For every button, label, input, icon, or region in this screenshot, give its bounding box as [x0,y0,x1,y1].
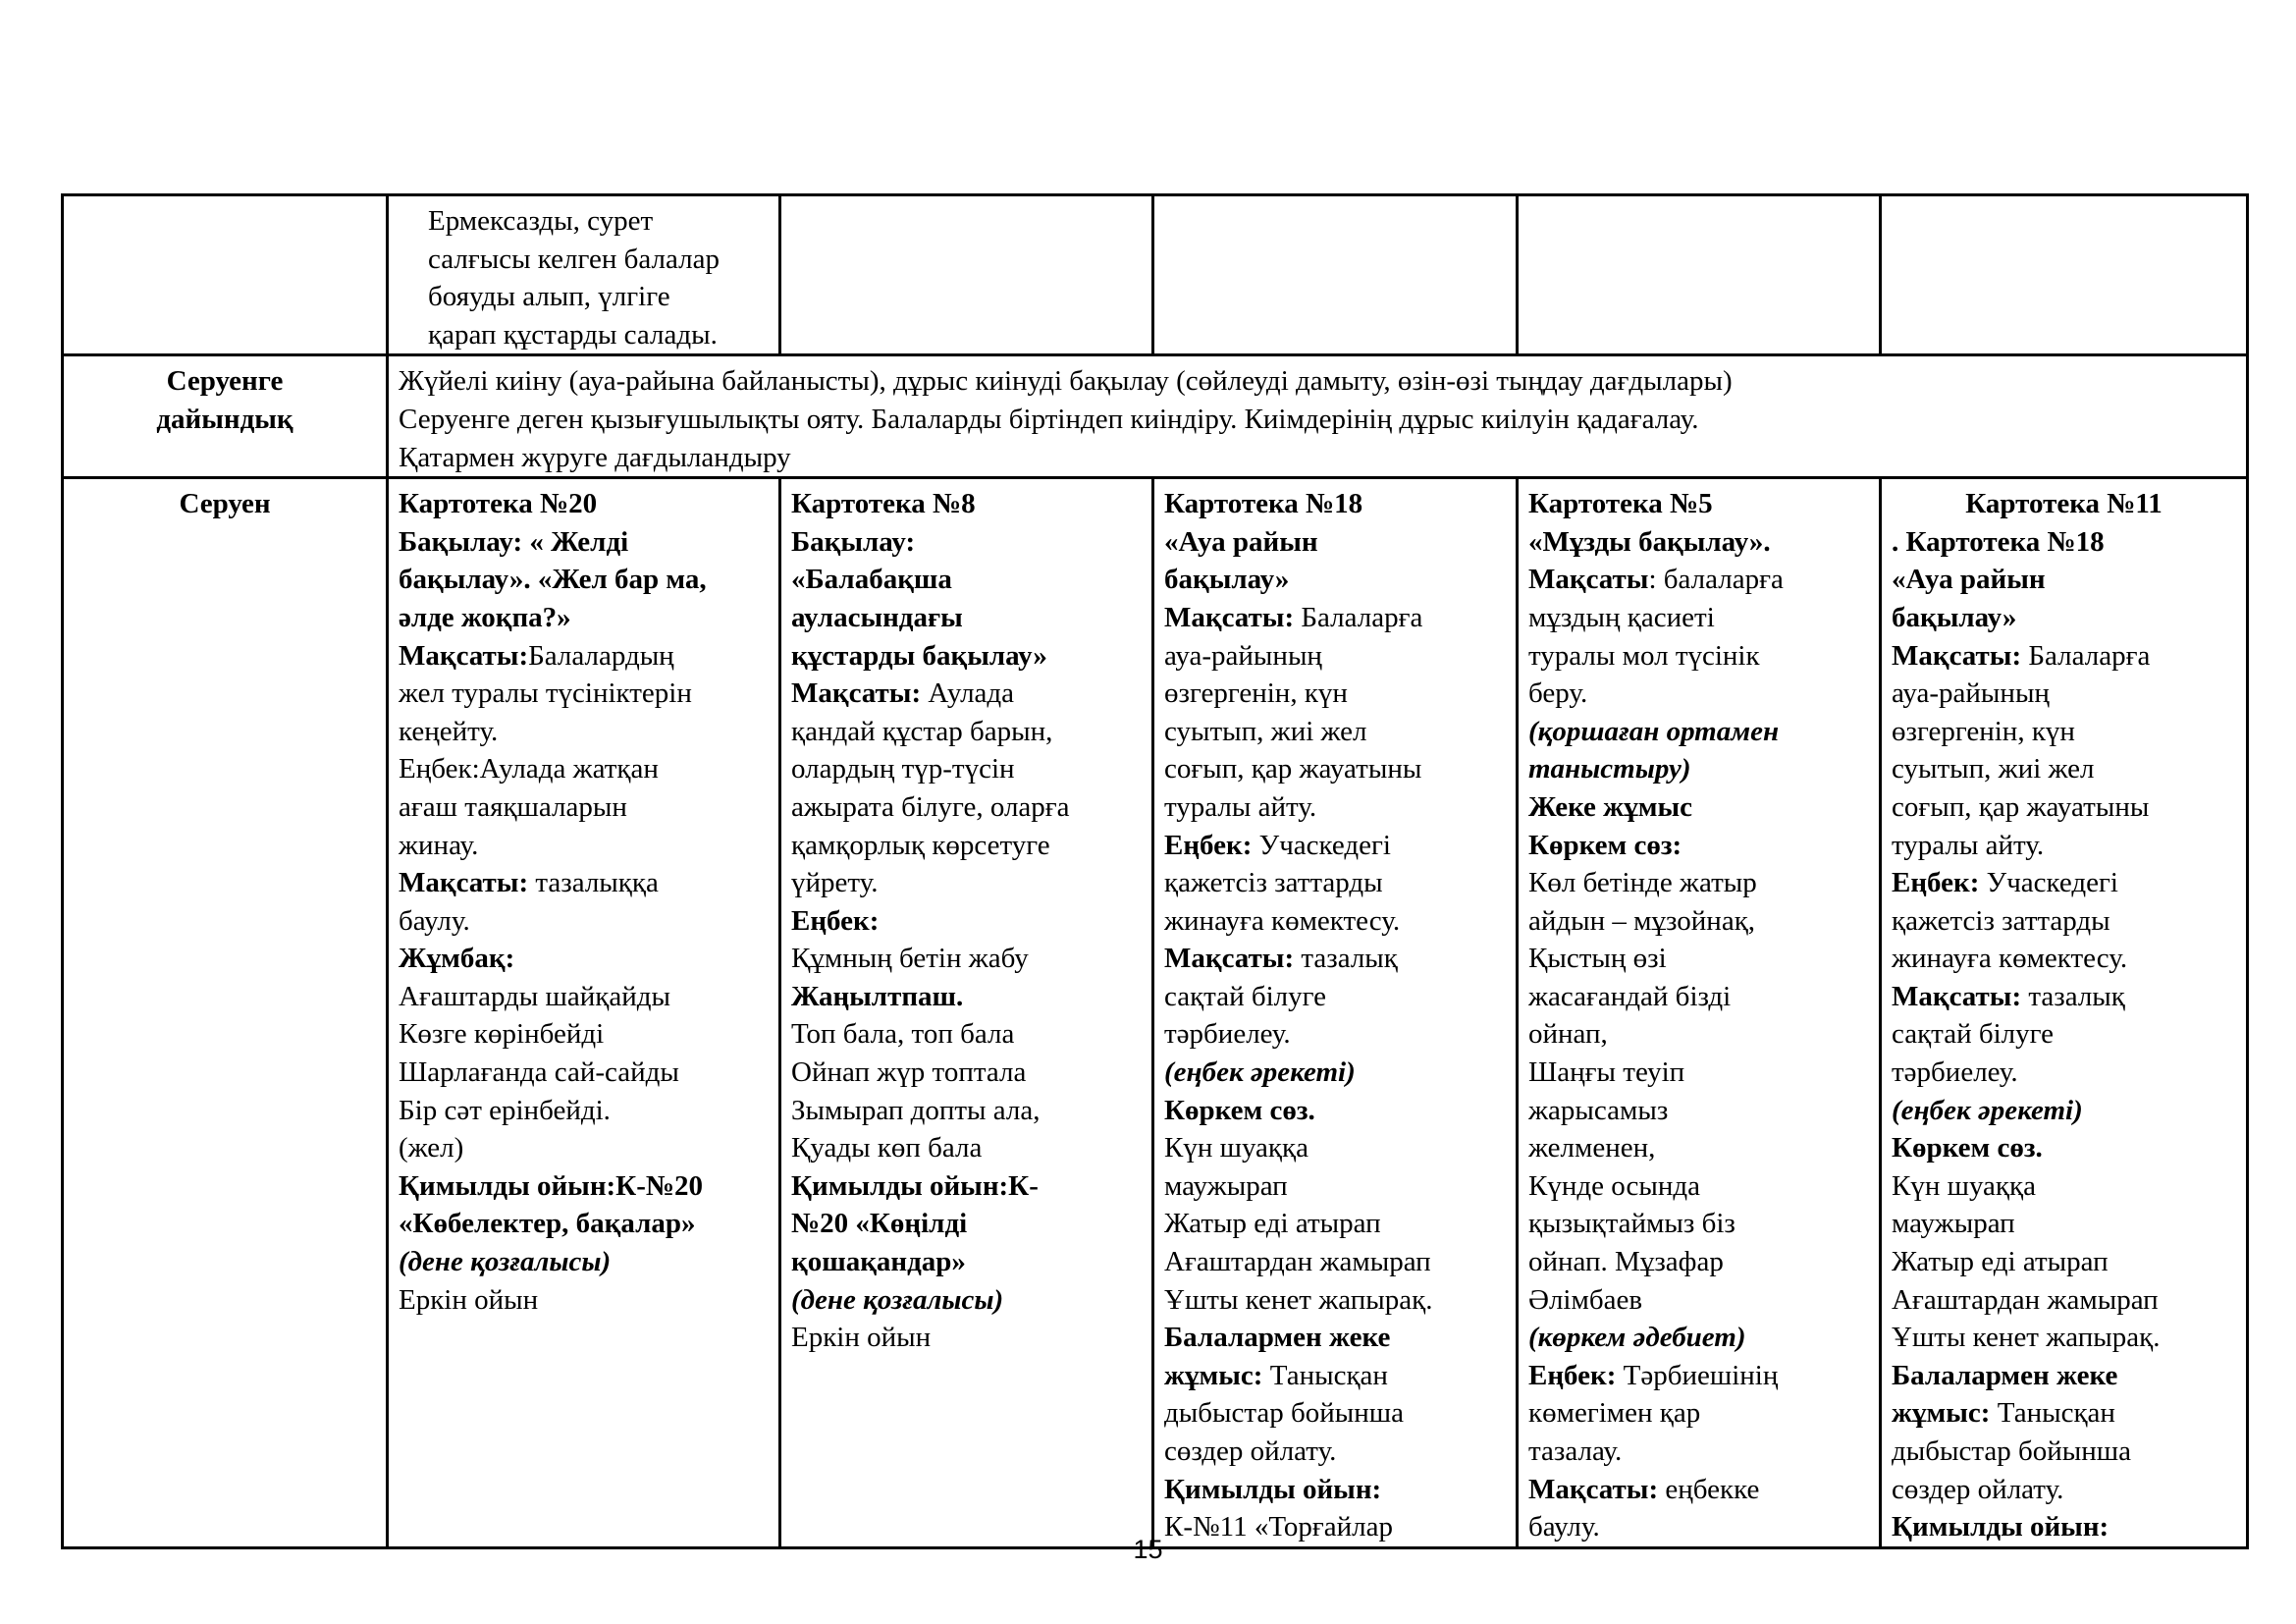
text-line: тәрбиелеу. [1164,1018,1291,1051]
thursday-walk-cell [1518,478,1881,1548]
text-line: Қуады көп бала [791,1132,983,1164]
text-fragment: тазалық [2021,980,2125,1012]
text-line: Бақылау: « Желді [399,525,629,558]
text-fragment: Балалардың [528,639,674,672]
text-line: №20 «Көңілді [791,1208,968,1240]
text-line: Ойнап жүр топтала [791,1056,1027,1089]
text-line: ағаш таяқшаларын [399,790,627,823]
row1-col3-cell [780,195,1153,355]
text-line: Ағаштардан жамырап [1892,1283,2159,1316]
row1-col4-cell [1153,195,1518,355]
text-line: ауласындағы [791,601,963,633]
text-line: құстарды бақылау» [791,639,1047,672]
text-line [1164,827,1506,865]
text-line: Қыстың өзі [1528,943,1667,975]
text-line: салғысы келген балалар [428,243,720,275]
text-line: Көл бетінде жатыр [1528,867,1757,899]
text-line [791,675,1142,713]
text-fragment: Аулада [921,677,1015,710]
text-line: Жатыр еді атырап [1164,1208,1381,1240]
text-line: маужырап [1164,1169,1288,1202]
text-line: Көркем сөз. [1164,1094,1315,1126]
text-line [1892,637,2236,676]
text-fragment: : балаларға [1648,564,1784,596]
text-line: Бақылау: [791,525,916,558]
text-line: Қимылды ойын: [1164,1473,1382,1505]
row-label-seruen [63,478,388,1548]
text-line: дыбыстар бойынша [1164,1397,1404,1430]
text-line: Күн шуаққа [1892,1169,2036,1202]
label-line: Серуенге [166,365,284,398]
text-line: Қимылды ойын:К- [791,1169,1039,1202]
text-line: баулу. [1528,1511,1600,1543]
text-line: қызықтаймыз біз [1528,1208,1735,1240]
text-line: (еңбек әрекеті) [1892,1094,2083,1126]
text-line: (қоршаған ортамен [1528,715,1780,747]
text-fragment: Танысқан [1990,1397,2115,1430]
text-line: Ұшты кенет жапырақ. [1892,1322,2161,1354]
text-line [399,637,769,676]
text-line: бақылау». «Жел бар ма, [399,564,707,596]
text-line: қандай құстар барын, [791,715,1053,747]
text-line: Топ бала, топ бала [791,1018,1015,1051]
text-line: Балалармен жеке [1164,1322,1391,1354]
text-line: Құмның бетін жабу [791,943,1029,975]
text-line: (көркем әдебиет) [1528,1322,1746,1354]
bold-heading: Мақсаты: [1892,639,2022,672]
schedule-table [61,193,2249,1549]
text-line: өзгергенін, күн [1892,715,2075,747]
text-line: айдын – мұзойнақ, [1528,904,1756,937]
page-number: 15 [1133,1535,1163,1564]
text-line: тәрбиелеу. [1892,1056,2018,1089]
text-line: Жұмбақ: [399,943,515,975]
text-line: (жел) [399,1132,464,1164]
bold-heading: жұмыс: [1164,1359,1263,1391]
text-line: «Мұзды бақылау». [1528,525,1771,558]
text-line: Көркем сөз. [1892,1132,2043,1164]
row1-label-cell [63,195,388,355]
text-line: Еркін ойын [399,1283,539,1316]
text-line: «Балабақша [791,564,952,596]
table-row [63,355,2248,478]
bold-heading: Мақсаты: [1528,1473,1659,1505]
text-line: Жеке жұмыс [1528,790,1692,823]
text-line: ойнап, [1528,1018,1608,1051]
text-line: сақтай білуге [1892,1018,2055,1051]
text-line: Балалармен жеке [1892,1359,2118,1391]
text-line: Картотека №18 [1164,488,1363,520]
text-line: ойнап. Мұзафар [1528,1246,1724,1278]
text-line: Көзге көрінбейді [399,1018,605,1051]
text-line: сөздер ойлату. [1164,1435,1337,1467]
text-line: Ағаштарды шайқайды [399,980,670,1012]
text-line: мұздың қасиеті [1528,601,1715,633]
text-line [1892,864,2236,902]
text-fragment: Балаларға [1294,601,1423,633]
text-line [1528,561,1869,599]
text-line: жинауға көмектесу. [1164,904,1401,937]
bold-heading: Мақсаты [1528,564,1649,596]
tuesday-walk-cell [780,478,1153,1548]
wednesday-walk-cell [1153,478,1518,1548]
row-label-seruenge-dayyndyk [63,355,388,478]
text-line: туралы мол түсінік [1528,639,1760,672]
text-line: сөздер ойлату. [1892,1473,2064,1505]
text-line: дыбыстар бойынша [1892,1435,2131,1467]
text-line: К-№11 «Торғайлар [1164,1511,1394,1543]
text-line [1164,1357,1506,1395]
text-line: (еңбек әрекеті) [1164,1056,1356,1089]
text-line: (дене қозғалысы) [791,1283,1004,1316]
text-line: Қатармен жүруге дағдыландыру [399,441,791,473]
text-line: жинау. [399,829,479,861]
text-line: «Ауа райын [1164,525,1318,558]
text-line: Серуенге деген қызығушылықты ояту. Балаларды біртіндеп киіндіру. Киімдерінің дұрыс киілуін қадағалау. [399,403,1699,435]
text-line: Жатыр еді атырап [1892,1246,2109,1278]
text-line: жасағандай бізді [1528,980,1732,1012]
text-line [1164,599,1506,637]
text-line: жинауға көмектесу. [1892,943,2128,975]
bold-heading: Мақсаты: [791,677,922,710]
text-line: суытып, жиі жел [1164,715,1367,747]
walk-preparation-cell [388,355,2248,478]
text-line: Ермексазды, сурет [428,205,654,237]
text-line: соғып, қар жауатыны [1164,753,1422,785]
text-line: жарысамыз [1528,1094,1669,1126]
text-line: баулу. [399,904,470,937]
text-line: Шарлағанда сай-сайды [399,1056,679,1089]
text-line: тазалау. [1528,1435,1623,1467]
text-fragment: тазалыққа [528,867,659,899]
bold-heading: Мақсаты: [1892,980,2022,1012]
text-line: Шаңғы теуіп [1528,1056,1685,1089]
text-line: (дене қозғалысы) [399,1246,612,1278]
text-line: ажырата білуге, оларға [791,790,1070,823]
text-line [1892,978,2236,1016]
text-line: Күн шуаққа [1164,1132,1308,1164]
text-line: Күнде осында [1528,1169,1700,1202]
text-fragment: еңбекке [1658,1473,1760,1505]
text-line: «Ауа райын [1892,564,2046,596]
monday-walk-cell [388,478,780,1548]
text-line: олардың түр-түсін [791,753,1015,785]
bold-heading: Мақсаты: [399,867,529,899]
text-line: бақылау» [1164,564,1290,596]
text-line: қарап құстарды салады. [428,318,718,351]
friday-walk-cell [1881,478,2248,1548]
text-line: әлде жоқпа?» [399,601,571,633]
text-line: Еркін ойын [791,1322,932,1354]
text-line: Картотека №5 [1528,488,1713,520]
text-fragment: Учаскедегі [1979,867,2118,899]
text-line: жел туралы түсініктерін [399,677,692,710]
row1-col2-cell [388,195,780,355]
text-line: беру. [1528,677,1588,710]
row1-col6-cell [1881,195,2248,355]
text-line: бояуды алып, үлгіге [428,281,670,313]
text-fragment: Танысқан [1262,1359,1388,1391]
text-line [399,864,769,902]
text-line: қажетсіз заттарды [1164,867,1383,899]
text-line: қажетсіз заттарды [1892,904,2110,937]
text-line: ауа-райының [1892,677,2050,710]
text-line: Әлімбаев [1528,1283,1643,1316]
text-line [1528,1471,1869,1509]
text-line: Картотека №11 [1965,488,2163,520]
text-line: Картотека №8 [791,488,976,520]
text-line: үйрету. [791,867,879,899]
text-line: Картотека №20 [399,488,598,520]
text-line: желменен, [1528,1132,1656,1164]
text-line: Ағаштардан жамырап [1164,1246,1431,1278]
text-line: суытып, жиі жел [1892,753,2095,785]
text-line: Ұшты кенет жапырақ. [1164,1283,1433,1316]
text-line: Еңбек: [791,904,880,937]
text-line [1528,1357,1869,1395]
text-line: өзгергенін, күн [1164,677,1348,710]
table-row [63,195,2248,355]
text-line: туралы айту. [1164,790,1317,823]
text-line: Көркем сөз: [1528,829,1682,861]
bold-heading: Мақсаты: [399,639,529,672]
text-fragment: Тәрбиешінің [1616,1359,1779,1391]
text-line: маужырап [1892,1208,2015,1240]
text-fragment: тазалық [1294,943,1398,975]
bold-heading: Еңбек: [1528,1359,1617,1391]
text-line: . Картотека №18 [1892,525,2105,558]
text-line: сақтай білуге [1164,980,1327,1012]
text-line: көмегімен қар [1528,1397,1701,1430]
text-line: ауа-райының [1164,639,1322,672]
text-line: Еңбек:Аулада жатқан [399,753,659,785]
table-row [63,478,2248,1548]
text-line: таныстыру) [1528,753,1691,785]
text-line: Қимылды ойын: [1892,1511,2109,1543]
text-line: туралы айту. [1892,829,2045,861]
bold-heading: жұмыс: [1892,1397,1991,1430]
text-fragment: Балаларға [2021,639,2151,672]
text-line: Бір сәт ерінбейді. [399,1094,611,1126]
text-line: кеңейту. [399,715,499,747]
label-line: Серуен [179,488,271,520]
text-line: Жүйелі киіну (ауа-райына байланысты), дұрыс киінуді бақылау (сөйлеуді дамыту, өзін-өзі тыңдау дағдылары) [399,365,1733,398]
text-line: қошақандар» [791,1246,966,1278]
text-line [1892,1394,2236,1433]
text-line: Зымырап допты ала, [791,1094,1041,1126]
label-line: дайындық [156,403,294,435]
bold-heading: Еңбек: [1164,829,1253,861]
text-line: қамқорлық көрсетуге [791,829,1050,861]
bold-heading: Мақсаты: [1164,943,1295,975]
text-line: бақылау» [1892,601,2017,633]
text-line [1164,940,1506,978]
row1-col5-cell [1518,195,1881,355]
text-line: «Көбелектер, бақалар» [399,1208,696,1240]
bold-heading: Еңбек: [1892,867,1980,899]
text-line: Жаңылтпаш. [791,980,964,1012]
text-line: соғып, қар жауатыны [1892,790,2150,823]
text-line: Қимылды ойын:К-№20 [399,1169,704,1202]
bold-heading: Мақсаты: [1164,601,1295,633]
text-fragment: Учаскедегі [1252,829,1391,861]
